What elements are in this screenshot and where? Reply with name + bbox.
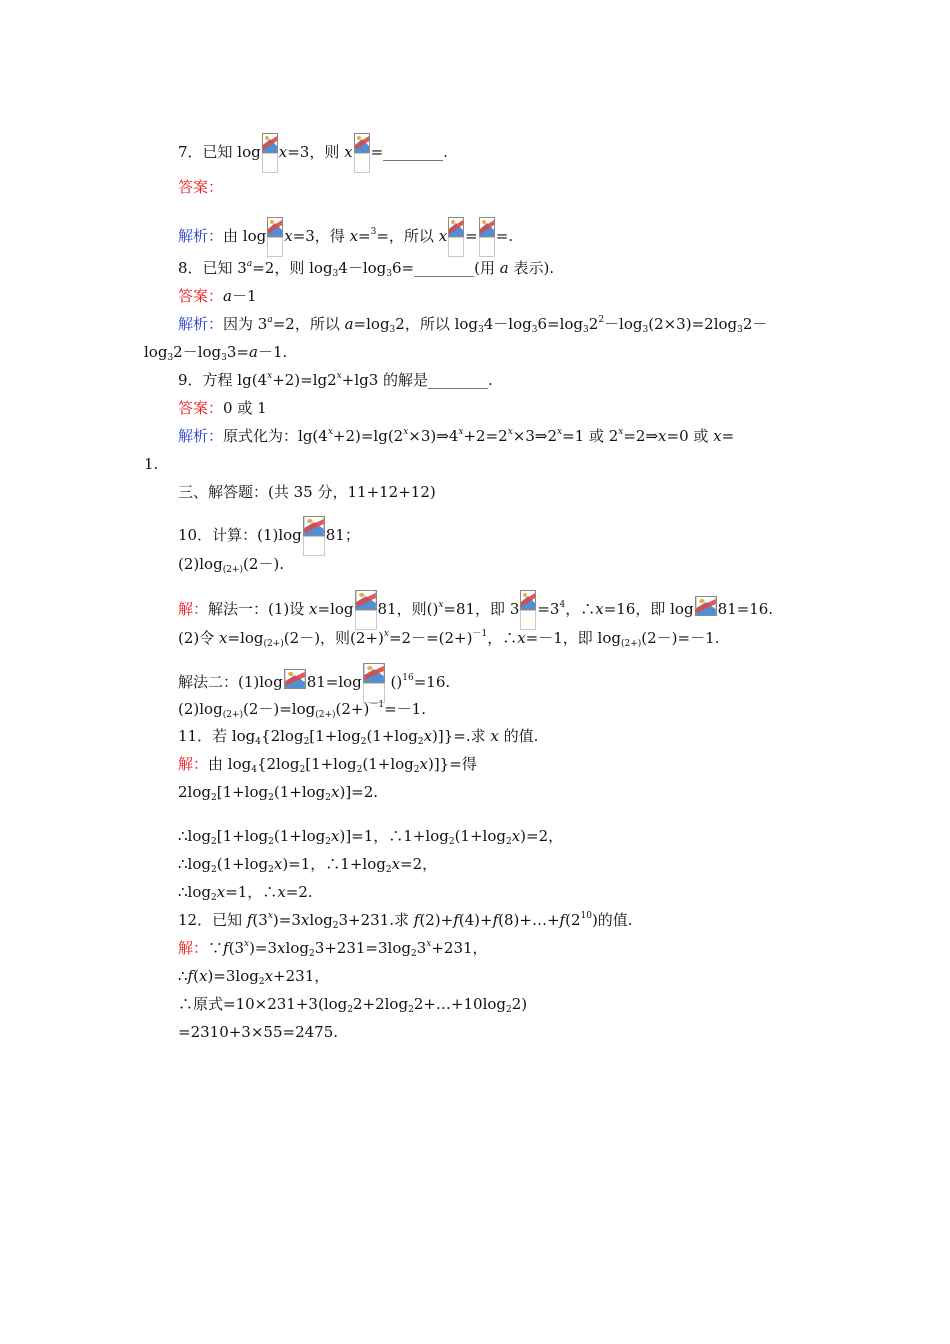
q10-solution-3: 解法二：(1)log 81=log ()$^{16}$=16. <box>178 663 450 703</box>
section-heading: 三、解答题：(共 35 分，11+12+12) <box>178 483 436 501</box>
broken-image-icon <box>479 217 495 257</box>
broken-image-icon <box>354 133 370 173</box>
q9-answer: 答案：0 或 1 <box>178 399 267 417</box>
q8-solution-1: 解析：因为 $3^a=2$，所以 $a=\log_32$，所以 $\log_34-\log_36=\log_32^2-\log_3(2\times 3)=2\log_32-$ <box>178 315 768 335</box>
q12-solution-1: 解：$\because f(3^x)=3xlog_23+231=3\log_23^x+231$， <box>178 939 488 959</box>
broken-image-icon <box>695 596 717 618</box>
broken-image-icon <box>355 590 377 630</box>
q12-solution-3: ∴原式$=10\times 231+3(\log_22+2\log_22+\dots+10\log_22)$ <box>178 995 528 1015</box>
q12-line: 12．已知 $f(3^x)=3xlog_23+231$.求 $f(2)+f(4)+f(8)+\dots+f(2^{10})$的值. <box>178 911 633 931</box>
broken-image-icon <box>363 663 385 703</box>
broken-image-icon <box>267 217 283 257</box>
q9-line: 9．方程 $\lg(4^x+2)=\lg 2^x+\lg 3$ 的解是________. <box>178 371 493 389</box>
q7-solution: 解析：由 log x=3，得 x=$^3$=，所以 x = =. <box>178 217 513 257</box>
q8-line: 8．已知 $3^a=2$，则 $\log_34-\log_36=\_\_\_\_\_\_\_\_$(用 a 表示). <box>178 259 555 279</box>
q10-part2: $(2)\log_{(2+)}(2-)$. <box>178 555 285 575</box>
q11-solution-4: $\therefore\log_2(1+\log_2x)=1$，$\therefore 1+\log_2x=2$， <box>178 855 438 875</box>
broken-image-icon <box>284 669 306 691</box>
q11-solution-3: $\therefore\log_2[1+\log_2(1+\log_2x)]=1$，$\therefore 1+\log_2(1+\log_2x)=2$， <box>178 827 564 847</box>
q12-solution-2: $\therefore f(x)=3\log_2x+231$， <box>178 967 330 987</box>
q11-solution-1: 解：由 $\log_4\{2\log_2[1+\log_2(1+\log_2x)]\}=$得 <box>178 755 477 775</box>
q10-solution-2: (2)令 $x=\log_{(2+)}(2-)$，则$(2+)^x=2-=(2+)^{-1}$，∴x=－1，即 $\log_{(2+)}(2-)=-1$. <box>178 629 720 649</box>
q11-solution-2: $2\log_2[1+\log_2(1+\log_2x)]=2$. <box>178 783 379 803</box>
q10-solution-1: 解：解法一：(1)设 x=log 81，则()$^x$=81，即 3 $=3^4$，∴x=16，即 log 81=16. <box>178 590 773 630</box>
broken-image-icon <box>520 590 536 630</box>
q9-solution-2: 1. <box>144 455 159 473</box>
broken-image-icon <box>303 516 325 556</box>
q7-answer-label: 答案： <box>178 178 224 196</box>
q11-solution-5: $\therefore\log_2x=1$，∴x=2. <box>178 883 313 903</box>
broken-image-icon <box>448 217 464 257</box>
q8-answer: 答案：a－1 <box>178 287 257 305</box>
q10-line: 10．计算：(1)log 81； <box>178 516 360 556</box>
q9-solution-1: 解析：原式化为：$\lg(4^x+2)=\lg(2^x\times 3)\Rightarrow 4^x+2=2^x\times 3\Rightarrow 2^x=1$ 或 $2^x=2\Rightarrow x=0$ 或 x= <box>178 427 735 445</box>
q8-solution-2: $\log_32-\log_33=a-1$. <box>144 343 288 363</box>
q10-solution-4: $(2)\log_{(2+)}(2-)=\log_{(2+)}(2+)^{-1}=-1$. <box>178 700 426 720</box>
broken-image-icon <box>262 133 278 173</box>
q11-line: 11．若 $\log_4\{2\log_2[1+\log_2(1+\log_2x)]\}=$.求 x 的值. <box>178 727 539 747</box>
q7-line: 7．已知 log x=3，则 x =________. <box>178 133 448 173</box>
q12-solution-4: =2310+3×55=2475. <box>178 1023 339 1041</box>
